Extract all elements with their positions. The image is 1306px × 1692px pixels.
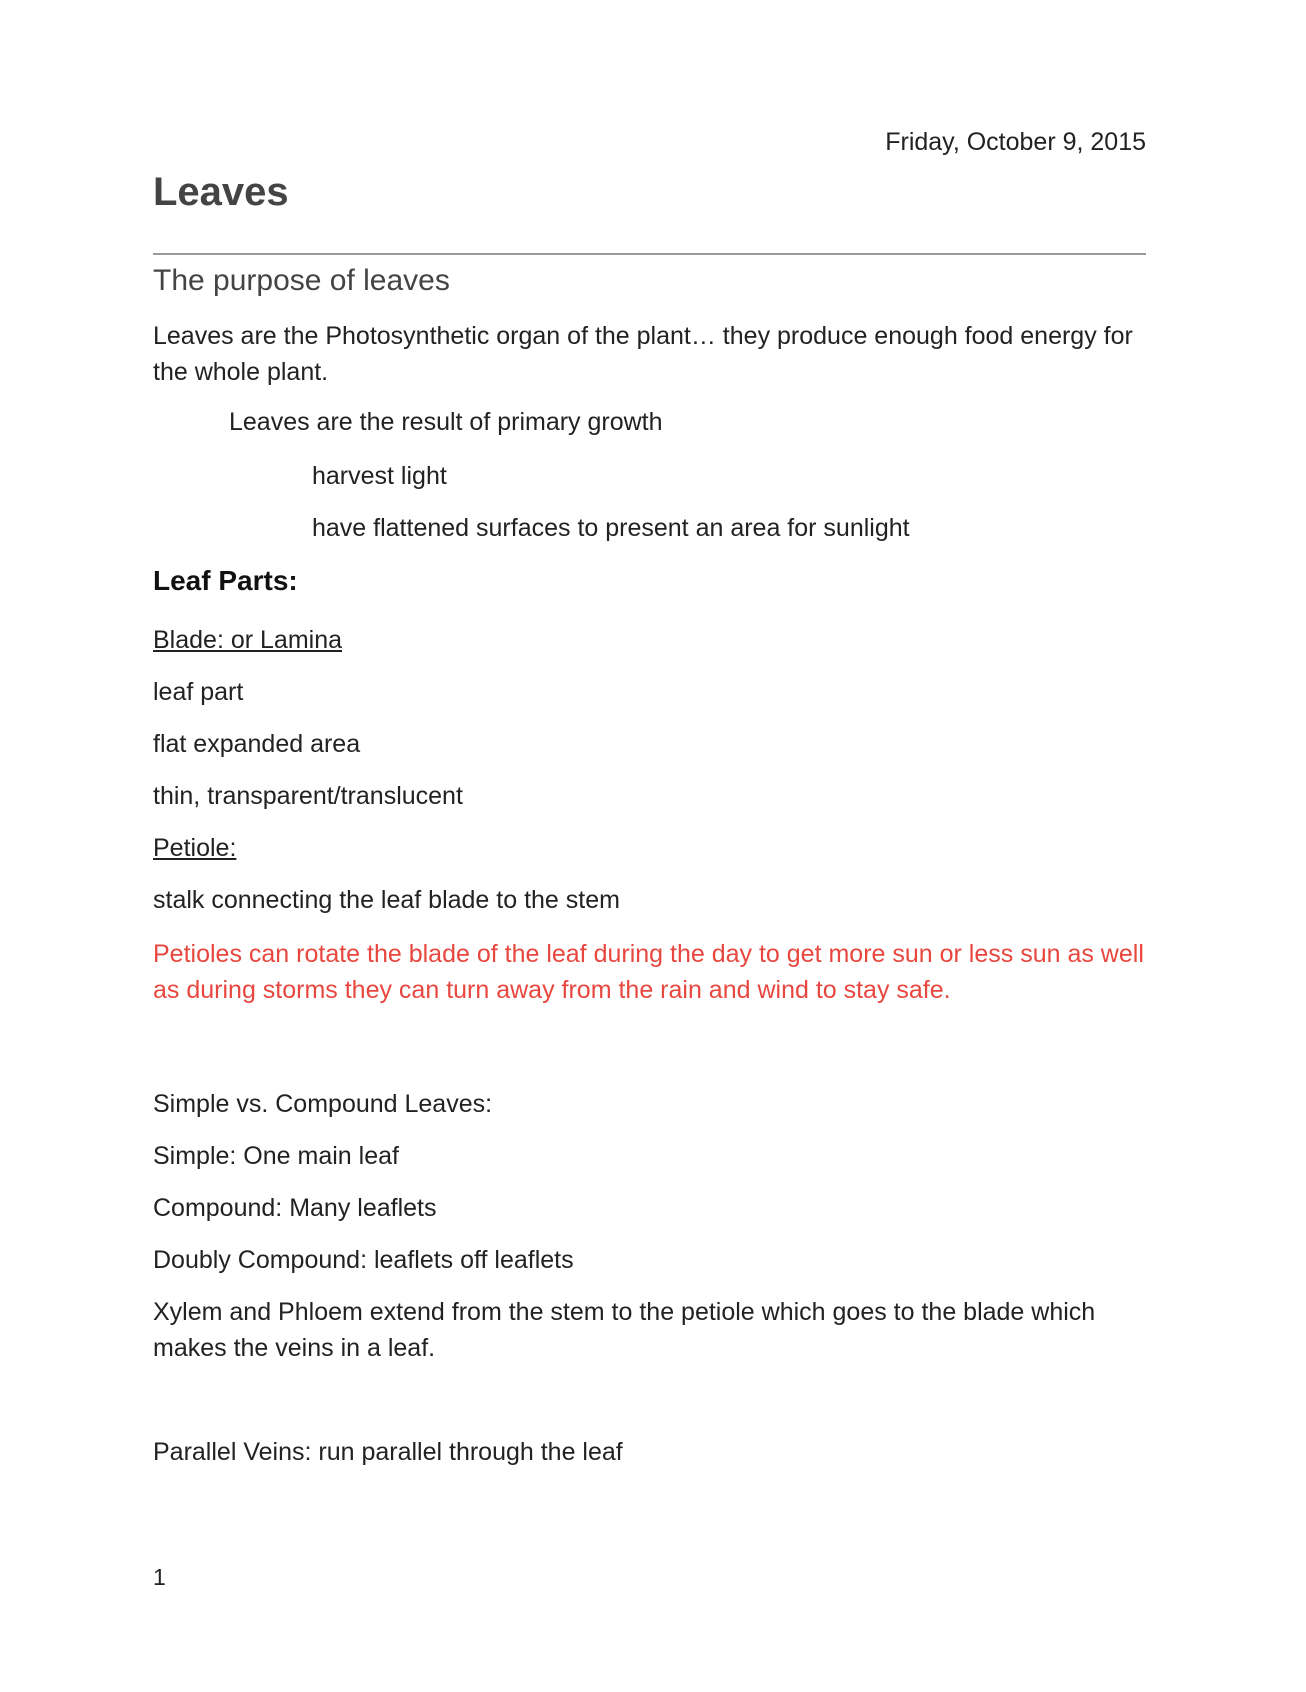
xylem-phloem-paragraph: Xylem and Phloem extend from the stem to the petiole which goes to the blade which makes the veins in a leaf.: [153, 1298, 1096, 1362]
parallel-veins-line: Parallel Veins: run parallel through the leaf: [153, 1438, 623, 1466]
document-date: Friday, October 9, 2015: [885, 128, 1146, 156]
page-title: Leaves: [153, 170, 289, 214]
intro-paragraph: Leaves are the Photosynthetic organ of the plant… they produce enough food energy for the whole plant.: [153, 322, 1133, 386]
blade-item: leaf part: [153, 678, 244, 706]
blade-item: flat expanded area: [153, 730, 361, 758]
blade-item: thin, transparent/translucent: [153, 782, 463, 810]
primary-growth-line: Leaves are the result of primary growth: [229, 408, 663, 436]
doubly-compound-line: Doubly Compound: leaflets off leaflets: [153, 1246, 574, 1274]
petiole-note: Petioles can rotate the blade of the leaf during the day to get more sun or less sun as well as during storms they can turn away from the rain and wind to stay safe.: [153, 940, 1144, 1004]
flattened-surfaces-line: have flattened surfaces to present an area for sunlight: [312, 514, 910, 542]
simple-leaf-line: Simple: One main leaf: [153, 1142, 399, 1170]
harvest-light-line: harvest light: [312, 462, 447, 490]
section-subtitle: The purpose of leaves: [153, 264, 450, 297]
simple-compound-heading: Simple vs. Compound Leaves:: [153, 1090, 493, 1118]
page-number: 1: [153, 1564, 166, 1590]
petiole-definition: stalk connecting the leaf blade to the stem: [153, 886, 620, 914]
title-divider: [153, 253, 1146, 255]
petiole-heading: Petiole:: [153, 834, 237, 862]
leaf-parts-heading: Leaf Parts:: [153, 565, 298, 596]
blade-heading: Blade: or Lamina: [153, 626, 343, 654]
compound-leaf-line: Compound: Many leaflets: [153, 1194, 437, 1222]
